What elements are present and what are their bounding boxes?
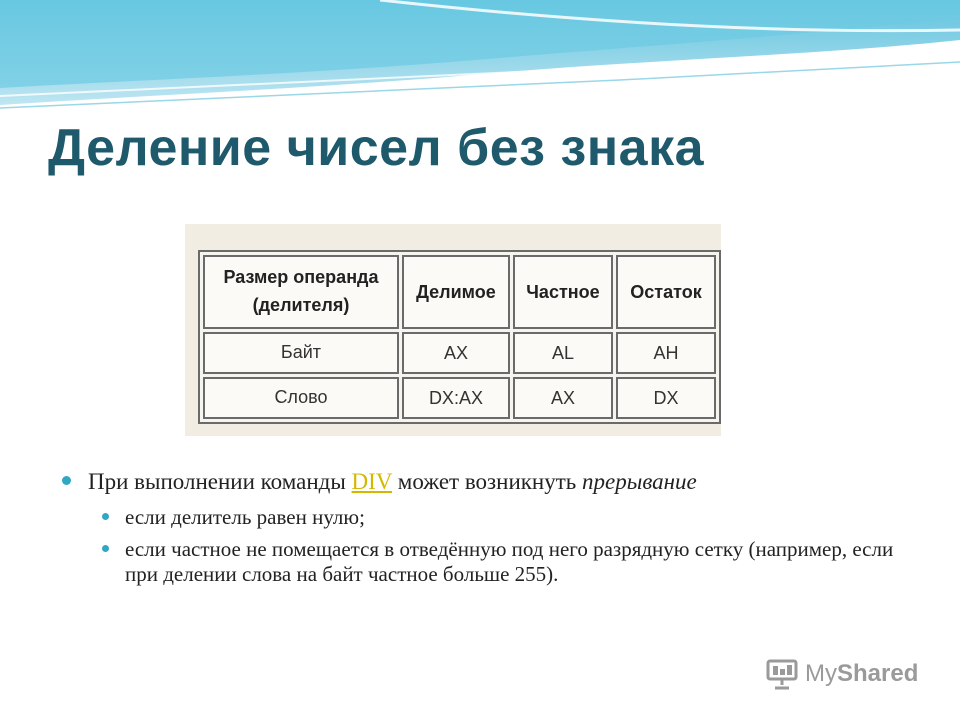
- table-row: [203, 377, 716, 419]
- header-quotient: Частное: [513, 255, 613, 329]
- header-dividend: Делимое: [402, 255, 510, 329]
- table-header-row: [203, 255, 716, 329]
- bullet-list: [60, 468, 920, 587]
- table-cell: AX: [402, 332, 510, 374]
- bullet-main-text-2: может возникнуть: [392, 469, 583, 494]
- bullet-dot-icon: [102, 513, 109, 520]
- header-operand-size-line2: (делителя): [252, 295, 350, 315]
- presentation-board-icon: [765, 657, 799, 691]
- bullet-main-italic: прерывание: [582, 469, 697, 494]
- table-image-frame: [185, 224, 721, 436]
- myshared-watermark: [765, 657, 918, 691]
- sub-bullet-text: если делитель равен нулю;: [125, 505, 365, 529]
- table-cell: Байт: [203, 332, 399, 374]
- sub-bullet: [100, 505, 920, 530]
- bullet-main-text-1: При выполнении команды: [88, 469, 352, 494]
- slide-title: Деление чисел без знака: [48, 119, 705, 177]
- bullet-dot-icon: [62, 476, 71, 485]
- header-remainder: Остаток: [616, 255, 716, 329]
- header-wave-decoration: [0, 0, 960, 120]
- table-cell: DX:AX: [402, 377, 510, 419]
- div-command-link[interactable]: DIV: [351, 469, 393, 494]
- table-row: [203, 332, 716, 374]
- table-cell: AH: [616, 332, 716, 374]
- header-operand-size-line1: Размер операнда: [223, 267, 379, 288]
- header-operand-size: [203, 255, 399, 329]
- division-table: [198, 250, 721, 424]
- table-cell: AX: [513, 377, 613, 419]
- watermark-text-my: My: [805, 660, 837, 687]
- sub-bullet: [100, 537, 920, 587]
- table-cell: Слово: [203, 377, 399, 419]
- bullet-main: [60, 468, 920, 496]
- bullet-dot-icon: [102, 545, 109, 552]
- watermark-text-shared: Shared: [837, 660, 919, 687]
- table-cell: DX: [616, 377, 716, 419]
- table-cell: AL: [513, 332, 613, 374]
- sub-bullet-text: если частное не помещается в отведённую под него разрядную сетку (например, если при делении слова на байт частное больше 255).: [125, 537, 894, 586]
